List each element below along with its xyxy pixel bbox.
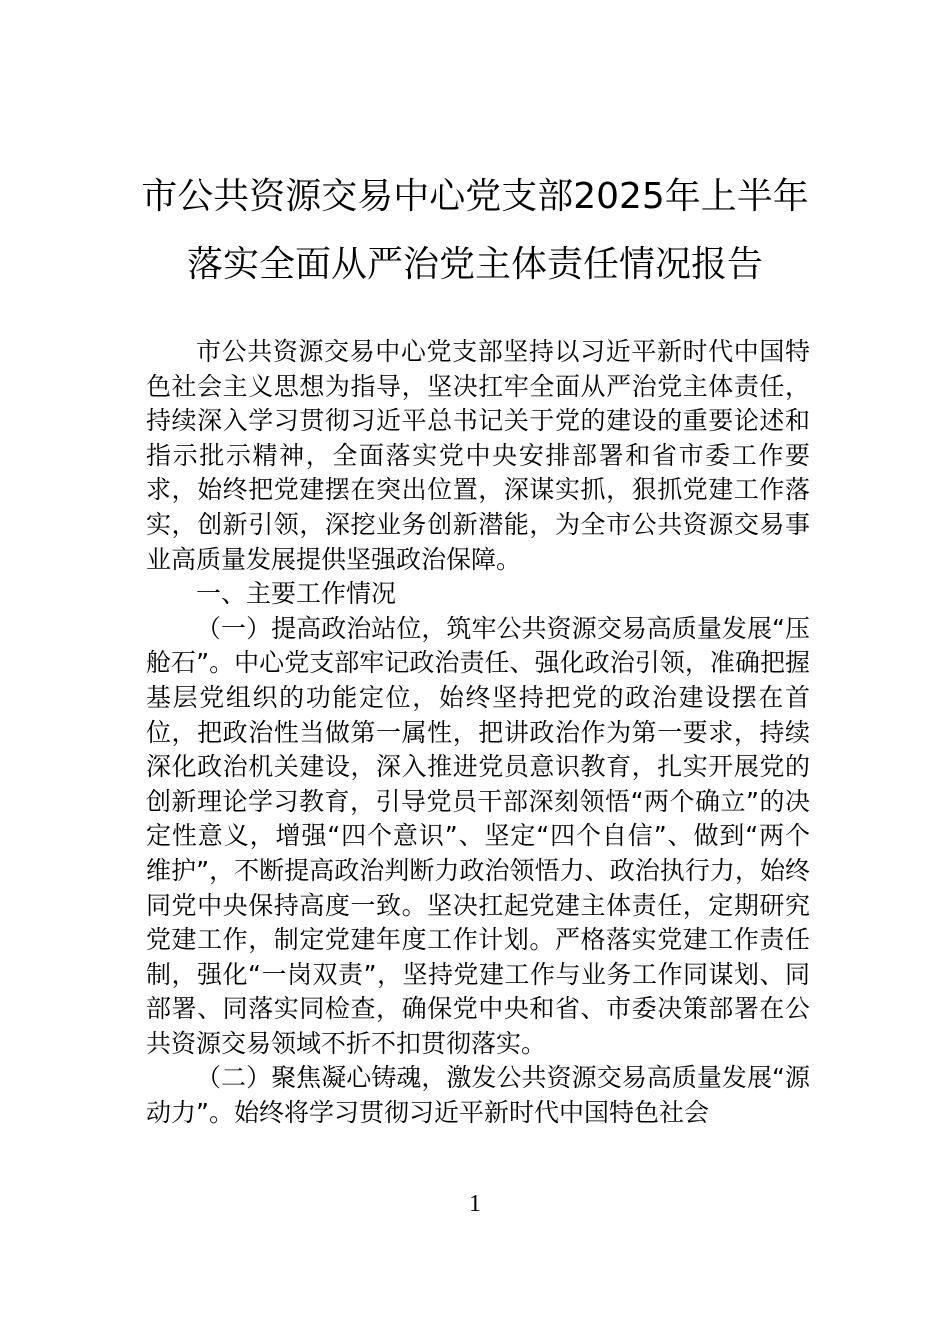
intro-paragraph: 市公共资源交易中心党支部坚持以习近平新时代中国特色社会主义思想为指导，坚决扛牢全面从严治党主体责任，持续深入学习贯彻习近平总书记关于党的建设的重要论述和指示批示精神，全面落实党中央安排部署和省市委工作要求，始终把党建摆在突出位置，深谋实抓，狠抓党建工作落实，创新引领，深挖业务创新潜能，为全市公共资源交易事业高质量发展提供坚强政治保障。 [146, 337, 810, 574]
report-title-line-1: 市公共资源交易中心党支部2025年上半年 [141, 176, 809, 217]
item-1-paragraph: （一）提高政治站位，筑牢公共资源交易高质量发展“压舱石”。中心党支部牢记政治责任、强化政治引领，准确把握基层党组织的功能定位，始终坚持把党的政治建设摆在首位，把政治性当做第一属性，把讲政治作为第一要求，持续深化政治机关建设，深入推进党员意识教育，扎实开展党的创新理论学习教育，引导党员干部深刻领悟“两个确立”的决定性意义，增强“四个意识”、坚定“四个自信”、做到“两个维护”，不断提高政治判断力政治领悟力、政治执行力，始终同党中央保持高度一致。坚决扛起党建主体责任，定期研究党建工作，制定党建年度工作计划。严格落实党建工作责任制，强化“一岗双责”，坚持党建工作与业务工作同谋划、同部署、同落实同检查，确保党中央和省、市委决策部署在公共资源交易领域不折不扣贯彻落实。 [146, 613, 810, 1058]
report-title-line-2: 落实全面从严治党主体责任情况报告 [186, 244, 763, 285]
section-heading-main-work: 一、主要工作情况 [196, 579, 397, 609]
page-number: 1 [469, 1191, 481, 1217]
item-2-paragraph: （二）聚焦凝心铸魂，激发公共资源交易高质量发展“源动力”。始终将学习贯彻习近平新时代中国特色社会 [146, 1063, 810, 1128]
report-body [146, 335, 810, 1131]
